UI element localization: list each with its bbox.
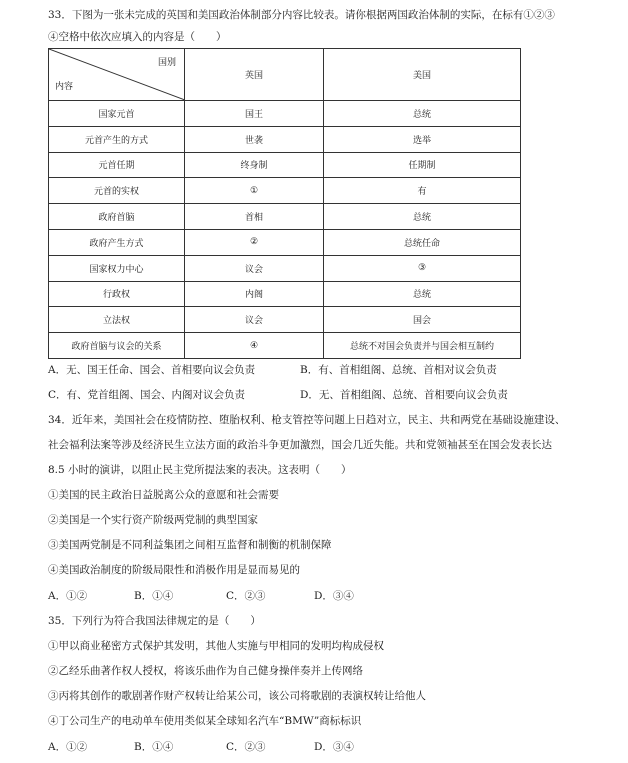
uk-cell: 内阁 [185, 281, 324, 307]
q35-statement-2: ②乙经乐曲著作权人授权，将该乐曲作为自己健身操伴奏并上传网络 [48, 665, 363, 677]
row-label: 国家权力中心 [49, 255, 185, 281]
table-row [49, 204, 521, 230]
us-cell: 总统 [324, 204, 521, 230]
uk-cell: ② [185, 229, 324, 255]
header-country-label: 国别 [157, 58, 176, 68]
us-cell: 总统不对国会负责并与国会相互制约 [324, 333, 521, 359]
table-row [49, 178, 521, 204]
q35-statement-1: ①甲以商业秘密方式保护其发明，其他人实施与甲相同的发明均构成侵权 [48, 640, 384, 652]
q33-option-d: D．无、首相组阁、总统、首相要向议会负责 [300, 389, 508, 401]
header-us: 美国 [324, 49, 521, 101]
table-row [49, 126, 521, 152]
table-row [49, 255, 521, 281]
uk-cell: ④ [185, 333, 324, 359]
q34-statement-2: ②美国是一个实行资产阶级两党制的典型国家 [48, 514, 258, 526]
table-row [49, 281, 521, 307]
q35-statement-4: ④丁公司生产的电动单车使用类似某全球知名汽车“BMW”商标标识 [48, 715, 362, 727]
row-label: 国家元首 [49, 101, 185, 127]
uk-cell: 世袭 [185, 126, 324, 152]
row-label: 政府首脑 [49, 204, 185, 230]
q33-stem-line1: 33．下图为一张未完成的英国和美国政治体制部分内容比较表。请你根据两国政治体制的实际，在标有①②③ [48, 9, 555, 21]
table-row [49, 152, 521, 178]
header-content-label: 内容 [55, 82, 74, 92]
row-label: 立法权 [49, 307, 185, 333]
table-row [49, 101, 521, 127]
q34-option-c: C．②③ [226, 590, 266, 602]
header-uk: 英国 [185, 49, 324, 101]
q35-option-a: A．①② [48, 741, 88, 753]
row-label: 元首任期 [49, 152, 185, 178]
uk-cell: 首相 [185, 204, 324, 230]
row-label: 行政权 [49, 281, 185, 307]
row-label: 元首产生的方式 [49, 126, 185, 152]
us-cell: 总统 [324, 101, 521, 127]
row-label: 政府首脑与议会的关系 [49, 333, 185, 359]
us-cell: 任期制 [324, 152, 521, 178]
us-cell: ③ [324, 255, 521, 281]
q34-statement-4: ④美国政治制度的阶级局限性和消极作用是显而易见的 [48, 564, 300, 576]
q33-option-b: B．有、首相组阁、总统、首相对议会负责 [300, 364, 497, 376]
row-label: 政府产生方式 [49, 229, 185, 255]
header-diagonal-cell [49, 49, 185, 101]
q34-stem-line2: 社会福利法案等涉及经济民生立法方面的政治斗争更加激烈，国会几近失能。共和党领袖甚至在国会发表长达 [48, 439, 552, 451]
q35-stem: 35．下列行为符合我国法律规定的是（ ） [48, 615, 261, 627]
q34-option-a: A．①② [48, 590, 88, 602]
q34-option-d: D．③④ [314, 590, 354, 602]
q33-stem-line2: ④空格中依次应填入的内容是（ ） [48, 31, 227, 43]
q34-statement-3: ③美国两党制是不同利益集团之间相互监督和制衡的机制保障 [48, 539, 332, 551]
q35-option-d: D．③④ [314, 741, 354, 753]
us-cell: 国会 [324, 307, 521, 333]
us-cell: 有 [324, 178, 521, 204]
q33-option-c: C．有、党首组阁、国会、内阁对议会负责 [48, 389, 246, 401]
table-row [49, 307, 521, 333]
uk-cell: ① [185, 178, 324, 204]
q34-stem-line3: 8.5 小时的演讲，以阻止民主党所提法案的表决。这表明（ ） [48, 464, 352, 476]
q34-stem-line1: 34．近年来，美国社会在疫情防控、堕胎权利、枪支管控等问题上日趋对立，民主、共和两党在基础设施建设、 [48, 414, 566, 426]
uk-cell: 议会 [185, 307, 324, 333]
row-label: 元首的实权 [49, 178, 185, 204]
q33-option-a: A．无、国王任命、国会、首相要向议会负责 [48, 364, 256, 376]
q35-option-b: B．①④ [134, 741, 174, 753]
us-cell: 选举 [324, 126, 521, 152]
uk-cell: 终身制 [185, 152, 324, 178]
table-row [49, 333, 521, 359]
q34-statement-1: ①美国的民主政治日益脱离公众的意愿和社会需要 [48, 489, 279, 501]
q35-statement-3: ③丙将其创作的歌剧著作财产权转让给某公司，该公司将歌剧的表演权转让给他人 [48, 690, 426, 702]
comparison-table [48, 48, 521, 359]
uk-cell: 议会 [185, 255, 324, 281]
q35-option-c: C．②③ [226, 741, 266, 753]
q34-option-b: B．①④ [134, 590, 174, 602]
us-cell: 总统任命 [324, 229, 521, 255]
us-cell: 总统 [324, 281, 521, 307]
uk-cell: 国王 [185, 101, 324, 127]
table-row [49, 229, 521, 255]
